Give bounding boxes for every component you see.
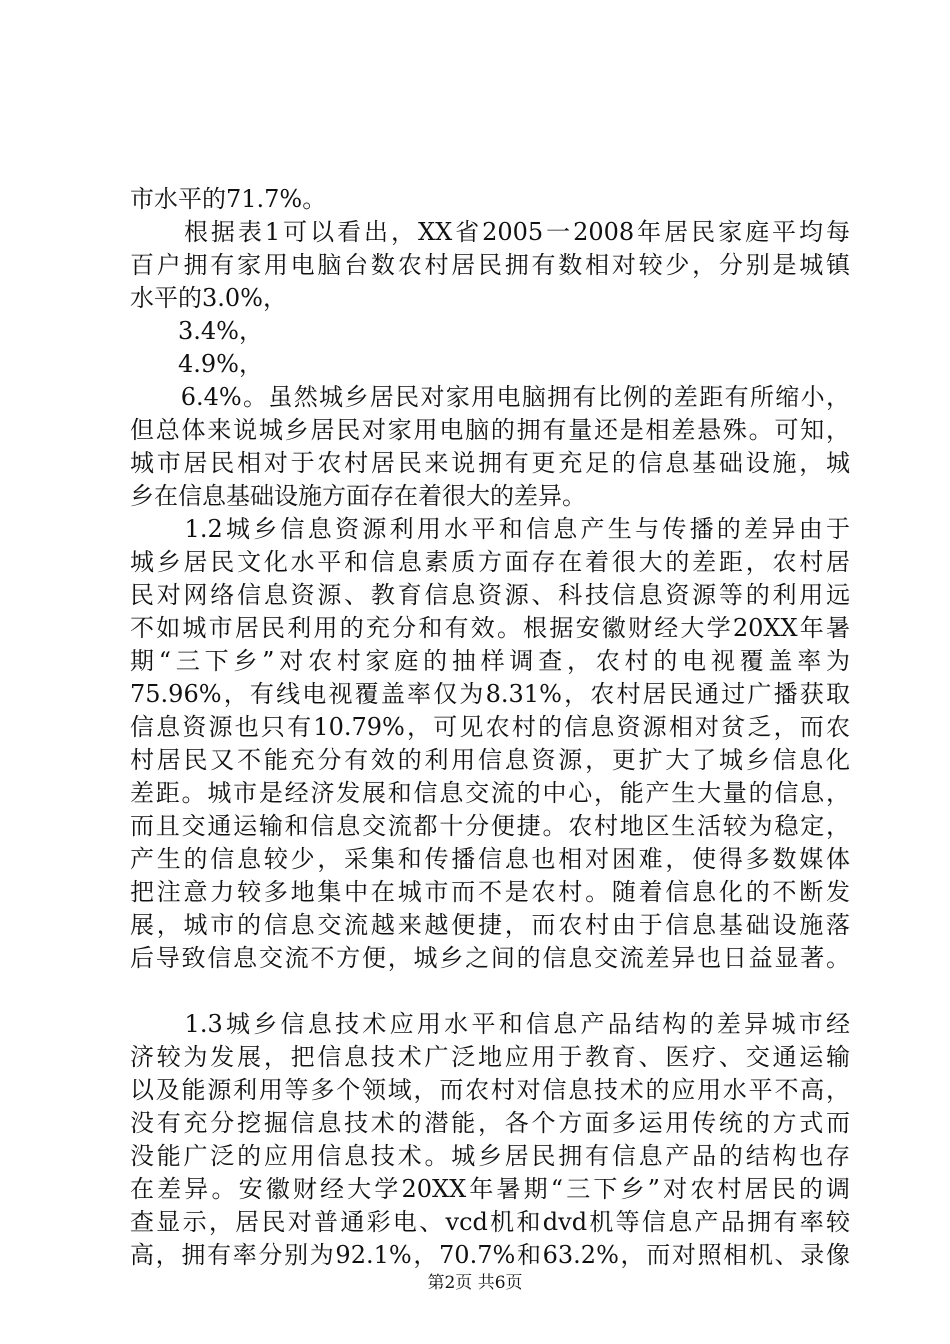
- text-line: 产生的信息较少，采集和传播信息也相对困难，使得多数媒体: [130, 845, 850, 873]
- text-line: 3.4%，: [130, 317, 263, 345]
- text-line: 市水平的71.7%。: [130, 185, 327, 213]
- text-line: 信息资源也只有10.79%，可见农村的信息资源相对贫乏，而农: [130, 713, 850, 741]
- text-line: 根据表1可以看出，XX省2005一2008年居民家庭平均每: [130, 218, 850, 246]
- text-line: 4.9%，: [130, 350, 263, 378]
- text-line: 在差异。安徽财经大学20XX年暑期“三下乡”对农村居民的调: [130, 1175, 850, 1203]
- text-line: 没能广泛的应用信息技术。城乡居民拥有信息产品的结构也存: [130, 1142, 850, 1170]
- text-line: 展，城市的信息交流越来越便捷，而农村由于信息基础设施落: [130, 911, 850, 939]
- text-line: 济较为发展，把信息技术广泛地应用于教育、医疗、交通运输: [130, 1043, 850, 1071]
- text-line: 百户拥有家用电脑台数农村居民拥有数相对较少，分别是城镇: [130, 251, 850, 279]
- text-line: 城乡居民文化水平和信息素质方面存在着很大的差距，农村居: [130, 548, 850, 576]
- page-number-footer: 第2页 共6页: [427, 1273, 523, 1293]
- text-line: 乡在信息基础设施方面存在着很大的差异。: [130, 482, 586, 510]
- text-line: 高，拥有率分别为92.1%，70.7%和63.2%，而对照相机、录像: [130, 1241, 850, 1269]
- text-line: 水平的3.0%，: [130, 284, 287, 312]
- text-line: 城市居民相对于农村居民来说拥有更充足的信息基础设施，城: [130, 449, 850, 477]
- text-line: 6.4%。虽然城乡居民对家用电脑拥有比例的差距有所缩小，: [130, 383, 850, 411]
- text-line: 民对网络信息资源、教育信息资源、科技信息资源等的利用远: [130, 581, 850, 609]
- text-line: 期“三下乡”对农村家庭的抽样调查，农村的电视覆盖率为: [130, 647, 850, 675]
- text-line: 但总体来说城乡居民对家用电脑的拥有量还是相差悬殊。可知，: [130, 416, 850, 444]
- text-line: 查显示，居民对普通彩电、vcd机和dvd机等信息产品拥有率较: [130, 1208, 850, 1236]
- text-line: 后导致信息交流不方便，城乡之间的信息交流差异也日益显著。: [130, 944, 850, 972]
- text-line: 把注意力较多地集中在城市而不是农村。随着信息化的不断发: [130, 878, 850, 906]
- text-line: 以及能源利用等多个领域，而农村对信息技术的应用水平不高，: [130, 1076, 850, 1104]
- text-line: 村居民又不能充分有效的利用信息资源，更扩大了城乡信息化: [130, 746, 850, 774]
- text-line: 75.96%，有线电视覆盖率仅为8.31%，农村居民通过广播获取: [130, 680, 850, 708]
- text-line: 1.3城乡信息技术应用水平和信息产品结构的差异城市经: [130, 1010, 850, 1038]
- text-line: 不如城市居民利用的充分和有效。根据安徽财经大学20XX年暑: [130, 614, 850, 642]
- text-line: 差距。城市是经济发展和信息交流的中心，能产生大量的信息，: [130, 779, 850, 807]
- text-line: 1.2城乡信息资源利用水平和信息产生与传播的差异由于: [130, 515, 850, 543]
- text-line: 而且交通运输和信息交流都十分便捷。农村地区生活较为稳定，: [130, 812, 850, 840]
- text-line: 没有充分挖掘信息技术的潜能，各个方面多运用传统的方式而: [130, 1109, 850, 1137]
